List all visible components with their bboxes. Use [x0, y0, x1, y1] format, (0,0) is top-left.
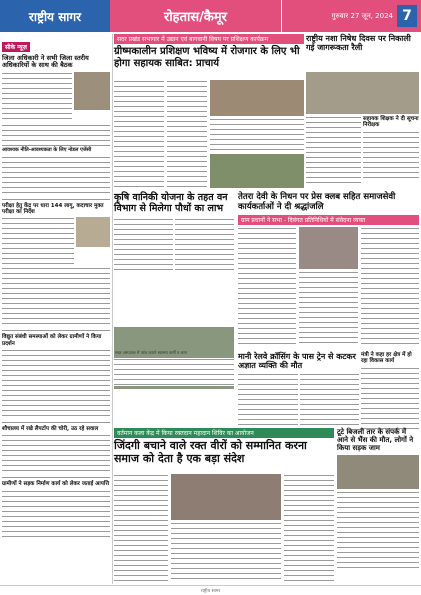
right-top-text	[306, 116, 361, 186]
bottom-banner-text1	[114, 474, 168, 582]
mid-right-photo	[299, 227, 357, 269]
story4-headline: विद्युत संबंधी समस्याओं को लेकर ग्रामीणों ने किया प्रदर्शन	[2, 334, 102, 347]
story3-text2	[2, 267, 110, 327]
region-title: रोहतास/कैमूर	[110, 0, 281, 32]
story1-text	[2, 72, 72, 122]
top-center-story	[114, 34, 304, 69]
divider	[2, 422, 110, 423]
bottom-banner-kicker: वर्तमान कला केंद्र में किया रक्तदान महादान शिविर का आयोजन	[114, 428, 334, 438]
railway-headline: मानी रेलवे क्रॉसिंग के पास ट्रेन से कटकर अज्ञात व्यक्ति की मौत	[238, 352, 356, 371]
top-center-photo2	[210, 154, 304, 188]
railway-story	[238, 352, 359, 425]
top-center-kicker: सदर प्रखंड सभागार में उद्यान एवं बागवानी विषय पर प्रशिक्षण कार्यक्रम	[114, 34, 304, 44]
mid-right-body	[238, 227, 419, 345]
divider	[2, 330, 110, 331]
bottom-banner-story	[114, 428, 334, 465]
top-center-text-col3	[210, 118, 304, 152]
railway-body	[238, 373, 359, 425]
top-center-photos	[210, 80, 304, 190]
top-center-headline: ग्रीष्मकालीन प्रशिक्षण भविष्य में रोजगार के लिए भी होगा सहायक साबित: प्राचार्य	[114, 46, 300, 69]
mid-right-text2	[299, 271, 357, 345]
bottom-right-headline: टूटे बिजली तार के संपर्क में आने से भैंस की मौत, लोगों ने किया सड़क जाम	[337, 428, 414, 453]
mid-left-text1	[114, 218, 173, 274]
right-top-headline: राष्ट्रीय नशा निषेध दिवस पर निकाली गई जागरूकता रैली	[306, 34, 411, 53]
masthead	[0, 0, 421, 32]
railway-text2	[300, 373, 360, 425]
bottom-right-text	[337, 491, 419, 569]
bottom-banner-headline: जिंदगी बचाने वाले रक्त वीरों को सम्मानित करना समाज को देता है एक बड़ा संदेश	[114, 439, 307, 465]
bottom-banner-text3	[284, 474, 334, 582]
photo-caption: सदर अस्पताल में जांच कराते स्वास्थ्य कर्मी व अन्य	[115, 350, 187, 355]
story1-photo	[74, 72, 110, 110]
mid-right-story	[238, 193, 419, 345]
story4-text	[2, 349, 110, 419]
top-center-text-col2	[167, 80, 207, 190]
top-center-photo1	[210, 80, 304, 116]
mid-left-text3	[114, 358, 234, 386]
bottom-banner-body	[114, 474, 334, 582]
story3-body	[2, 217, 110, 265]
small-right-text	[361, 367, 419, 431]
mid-left-caption-area	[114, 349, 234, 389]
story3-headline: परीक्षा हेतु केंद्र पर धारा 144 लागू, कदाचार मुक्त परीक्षा का निर्देश	[2, 202, 104, 215]
story5-headline: शौचालय में रखे लैपटॉप की चोरी, उठ रहे सवाल	[2, 425, 99, 432]
divider	[2, 199, 110, 200]
mid-right-col2	[299, 227, 357, 345]
story3-photo	[76, 217, 110, 247]
bottom-right-photo	[337, 455, 419, 489]
top-center-body	[114, 80, 304, 190]
mid-left-story	[114, 193, 234, 274]
story2-headline: आवश्यक नीति-आवश्यकता के लिए नोडल एजेंसी	[2, 146, 92, 153]
mid-left-headline: कृषि वानिकी योजना के तहत वन विभाग से मिलेगा पौधों का लाभ	[114, 192, 228, 214]
bottom-right-story	[337, 428, 419, 569]
story6-text	[2, 490, 110, 538]
small-right-headline: मंत्री ने कहा हर क्षेत्र में हो रहा विकास कार्य	[361, 352, 412, 365]
story3-text	[2, 217, 74, 265]
divider	[2, 477, 110, 478]
right-top-story	[306, 34, 419, 52]
bottom-banner-photo	[171, 474, 281, 520]
story1-text2	[2, 124, 110, 146]
bottom-banner-center	[171, 474, 281, 582]
right-top-text-col1	[306, 116, 361, 186]
bottom-banner-text2	[171, 522, 281, 582]
page-footer: राष्ट्रीय सागर	[0, 585, 421, 595]
story6-headline: ग्रामीणों ने सड़क निर्माण कार्य को लेकर जताई आपत्ति	[2, 481, 110, 488]
masthead-right	[281, 0, 421, 32]
story5-text	[2, 434, 110, 474]
mid-right-subbar: ग्राम प्रधानों ने सभा - दिवंगत प्रतिनिधियों में संवेदना व्यक्त	[238, 215, 419, 225]
story2-text	[2, 156, 110, 196]
section-tag: सीके न्यूज़	[2, 42, 30, 52]
left-column	[2, 34, 110, 584]
mid-right-headline: तेतरा देवी के निधन पर प्रेस क्लब सहित समाजसेवी कार्यकर्ताओं ने दी श्रद्धांजलि	[238, 192, 396, 212]
right-top-photo	[306, 72, 419, 114]
paper-name: राष्ट्रीय सागर	[0, 0, 110, 32]
mid-right-text3	[361, 227, 419, 345]
mid-left-text2	[175, 218, 234, 274]
story1-headline: जिला अधिकारी ने सभी जिला स्तरीय अधिकारियों के साथ की बैठक	[2, 54, 89, 70]
page-number: 7	[397, 5, 417, 27]
story1-body	[2, 72, 110, 122]
column-divider	[112, 34, 113, 584]
date-line: गुरुवार 27 जून, 2024	[331, 11, 393, 20]
mid-left-body	[114, 218, 234, 274]
railway-text1	[238, 373, 298, 425]
right-side-small-headline: सहायक शिक्षक ने दी सूचना निरीक्षक	[363, 116, 419, 129]
top-center-text-col1	[114, 80, 164, 190]
right-side-small	[363, 116, 419, 181]
mid-right-text1	[238, 227, 296, 345]
small-right-story	[361, 352, 419, 431]
right-side-small-text	[363, 131, 419, 181]
